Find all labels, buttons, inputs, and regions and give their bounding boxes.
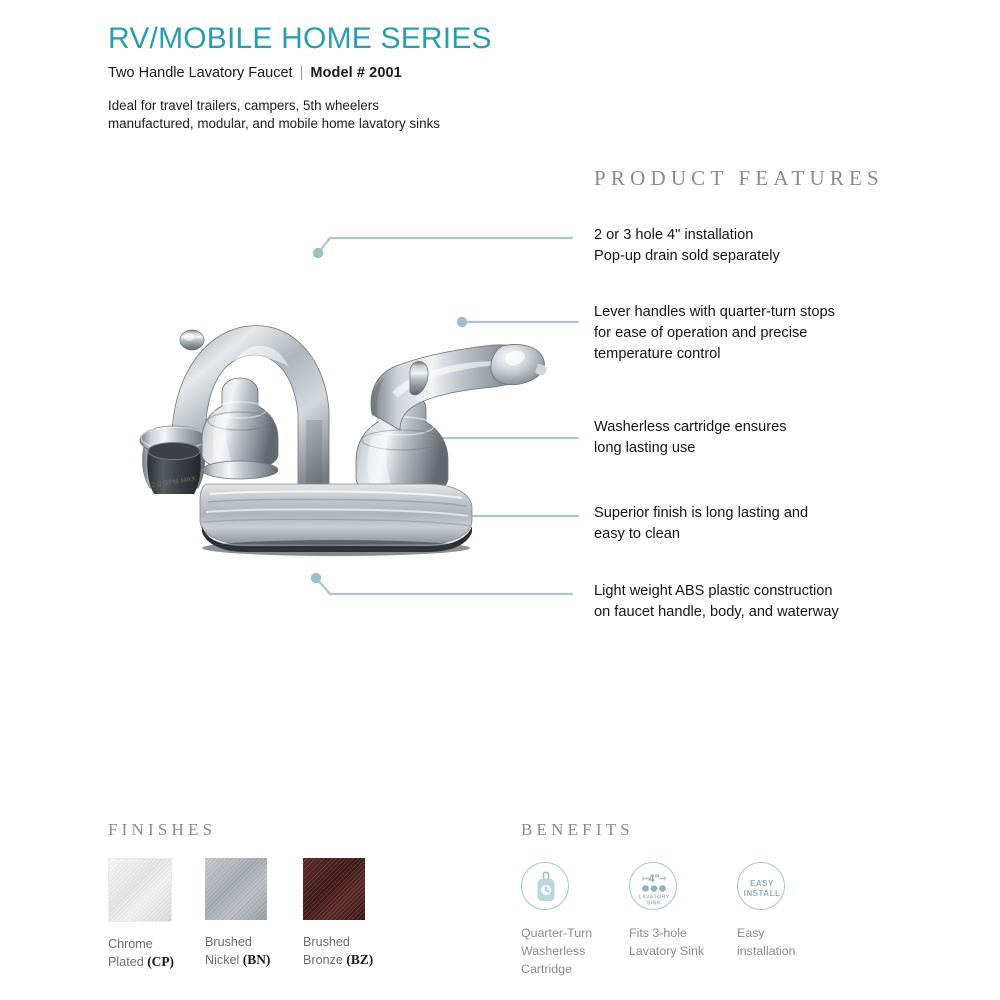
sink-label-line-2: Lavatory Sink [629, 944, 705, 958]
svg-text:INSTALL: INSTALL [743, 889, 781, 898]
bronze-swatch-label [303, 933, 373, 969]
install-label-line-2: installation [737, 944, 796, 958]
three-hole-sink-icon [629, 862, 677, 910]
cartridge-icon [521, 862, 569, 910]
feature-2-line-2: for ease of operation and precise [594, 325, 808, 341]
feature-item-3 [594, 417, 787, 459]
intro-line-2: manufactured, modular, and mobile home lavatory sinks [108, 116, 440, 131]
feature-2-line-3: temperature control [594, 346, 721, 362]
feature-1-line-2: Pop-up drain sold separately [594, 248, 780, 264]
three-hole-sink-label [629, 924, 704, 960]
svg-text:EASY: EASY [750, 879, 774, 888]
install-label-line-1: Easy [737, 926, 765, 940]
finish-swatch-chrome[interactable] [108, 858, 174, 971]
chrome-swatch-color [108, 858, 172, 922]
feature-2-line-1: Lever handles with quarter-turn stops [594, 304, 835, 320]
chrome-swatch-label [108, 935, 174, 971]
sink-label-line-1: Fits 3-hole [629, 926, 687, 940]
nickel-swatch-label [205, 933, 270, 969]
feature-4-line-2: easy to clean [594, 526, 680, 542]
bronze-label-line-1: Brushed [303, 935, 350, 949]
intro-text [108, 97, 440, 133]
feature-5-line-2: on faucet handle, body, and waterway [594, 604, 839, 620]
benefit-quarter-turn-cartridge[interactable] [521, 862, 592, 978]
finish-swatch-nickel[interactable] [205, 858, 270, 969]
benefits-heading: BENEFITS [521, 820, 634, 839]
easy-install-icon [737, 862, 785, 910]
nickel-swatch-color [205, 858, 267, 920]
product-features-heading: PRODUCT FEATURES [594, 166, 884, 190]
product-type-label: Two Handle Lavatory Faucet [108, 65, 293, 81]
nickel-code: (BN) [242, 952, 271, 967]
feature-5-line-1: Light weight ABS plastic construction [594, 583, 833, 599]
finish-swatch-bronze[interactable] [303, 858, 373, 969]
benefit-three-hole-sink[interactable] [629, 862, 704, 960]
feature-item-2 [594, 302, 835, 365]
cartridge-label-line-3: Cartridge [521, 962, 572, 976]
feature-3-line-1: Washerless cartridge ensures [594, 419, 787, 435]
cartridge-label-line-2: Washerless [521, 944, 586, 958]
chrome-label-line-1: Chrome [108, 937, 153, 951]
feature-item-5 [594, 581, 839, 623]
chrome-code: (CP) [147, 954, 174, 969]
svg-text:4": 4" [648, 873, 660, 885]
page-title: RV/MOBILE HOME SERIES [108, 22, 492, 55]
faucet-product-image [110, 288, 550, 568]
chrome-label-line-2: Plated [108, 955, 144, 969]
svg-text:LAVATORY: LAVATORY [638, 894, 670, 901]
product-subtitle [108, 65, 402, 81]
feature-3-line-2: long lasting use [594, 440, 696, 456]
cartridge-label [521, 924, 592, 978]
nickel-label-line-2: Nickel [205, 953, 240, 967]
feature-item-4 [594, 503, 808, 545]
bronze-code: (BZ) [346, 952, 374, 967]
easy-install-label [737, 924, 796, 960]
nickel-label-line-1: Brushed [205, 935, 252, 949]
benefit-easy-install[interactable] [737, 862, 796, 960]
subtitle-divider: | [299, 65, 304, 81]
finishes-heading: FINISHES [108, 820, 217, 839]
feature-1-line-1: 2 or 3 hole 4" installation [594, 227, 754, 243]
feature-item-1 [594, 225, 780, 267]
model-number: Model # 2001 [310, 65, 402, 81]
bronze-label-line-2: Bronze [303, 953, 343, 967]
svg-text:SINK: SINK [646, 900, 662, 907]
bronze-swatch-color [303, 858, 365, 920]
cartridge-label-line-1: Quarter-Turn [521, 926, 593, 940]
feature-4-line-1: Superior finish is long lasting and [594, 505, 809, 521]
intro-line-1: Ideal for travel trailers, campers, 5th wheelers [108, 98, 379, 113]
svg-text:2.0 GPM MAX: 2.0 GPM MAX [151, 475, 197, 490]
